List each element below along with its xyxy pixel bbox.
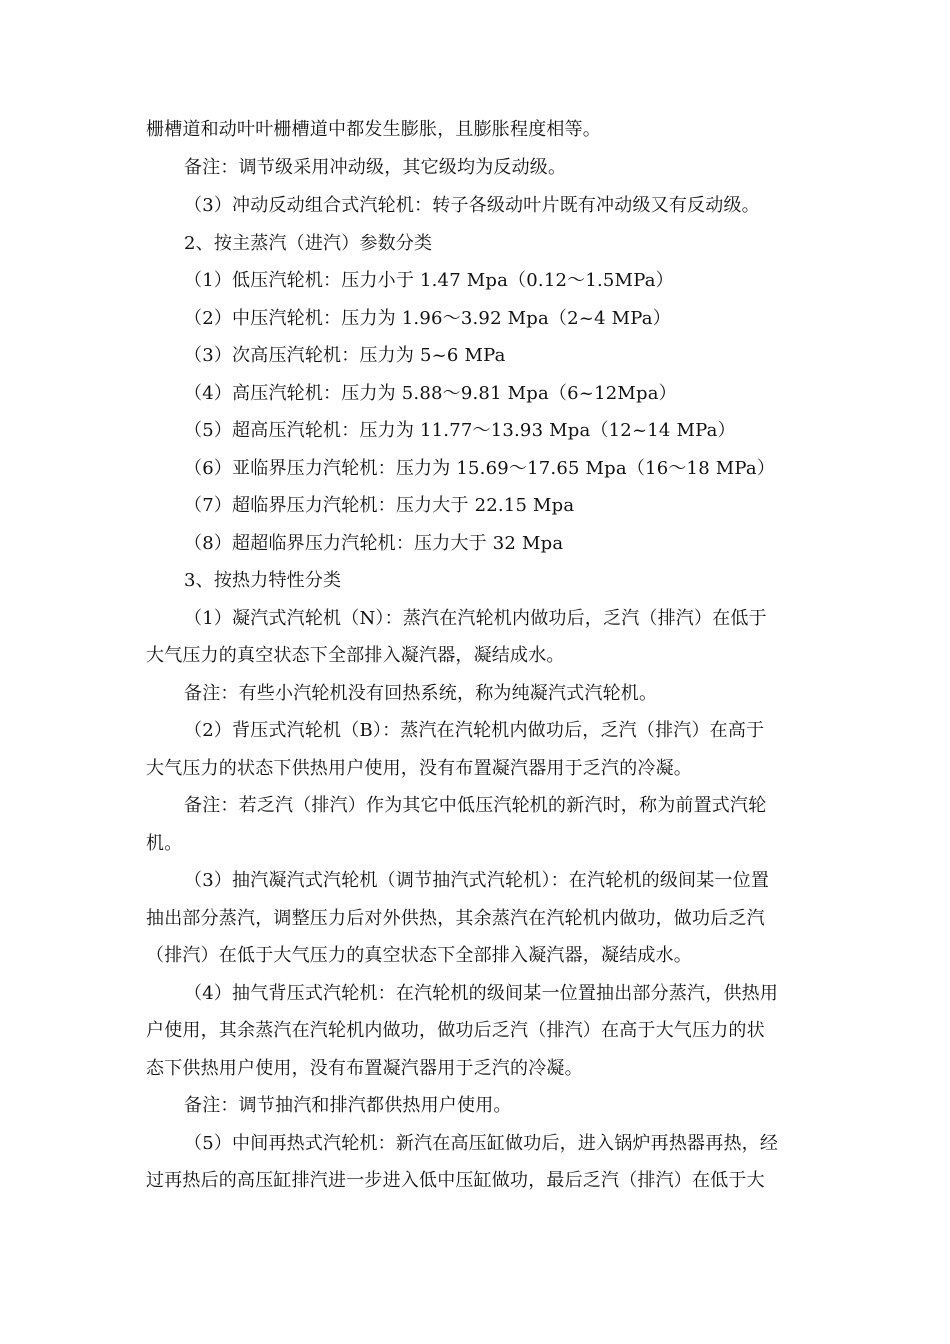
text-line: 备注：有些小汽轮机没有回热系统，称为纯凝汽式汽轮机。 [184,683,658,704]
section-heading: 3、按热力特性分类 [184,570,342,591]
text-line: 过再热后的高压缸排汽进一步进入低中压缸做功，最后乏汽（排汽）在低于大 [146,1170,765,1191]
text-line: （5）超高压汽轮机：压力为 11.77～13.93 Mpa（12~14 MPa） [184,420,736,441]
text-line: （5）中间再热式汽轮机：新汽在高压缸做功后，进入锅炉再热器再热，经 [184,1133,779,1154]
section-heading: 2、按主蒸汽（进汽）参数分类 [184,233,433,254]
text-line: 备注：若乏汽（排汽）作为其它中低压汽轮机的新汽时，称为前置式汽轮 [184,795,767,816]
text-line: （4）高压汽轮机：压力为 5.88～9.81 Mpa（6~12Mpa） [184,383,677,404]
text-line: （6）亚临界压力汽轮机：压力为 15.69～17.65 Mpa（16～18 MPa） [184,458,776,479]
text-line: （8）超超临界压力汽轮机：压力大于 32 Mpa [184,533,564,554]
text-line: 户使用，其余蒸汽在汽轮机内做功，做功后乏汽（排汽）在高于大气压力的状 [146,1020,765,1041]
text-line: 大气压力的真空状态下全部排入凝汽器，凝结成水。 [146,645,565,666]
text-line: （3）冲动反动组合式汽轮机：转子各级动叶片既有冲动级又有反动级。 [184,195,760,216]
text-line: 备注：调节级采用冲动级，其它级均为反动级。 [184,157,567,178]
text-line: （3）次高压汽轮机：压力为 5~6 MPa [184,345,506,366]
text-line: （1）凝汽式汽轮机（N）：蒸汽在汽轮机内做功后，乏汽（排汽）在低于 [184,608,767,629]
text-line: 态下供热用户使用，没有布置凝汽器用于乏汽的冷凝。 [146,1058,583,1079]
text-line: （1）低压汽轮机：压力小于 1.47 Mpa（0.12～1.5MPa） [184,270,674,291]
text-line: （4）抽气背压式汽轮机：在汽轮机的级间某一位置抽出部分蒸汽，供热用 [184,983,779,1004]
text-line: （2）背压式汽轮机（B）：蒸汽在汽轮机内做功后，乏汽（排汽）在高于 [184,720,765,741]
text-line: （3）抽汽凝汽式汽轮机（调节抽汽式汽轮机）：在汽轮机的级间某一位置 [184,870,770,891]
text-line: 栅槽道和动叶叶栅槽道中都发生膨胀，且膨胀程度相等。 [146,119,601,140]
text-line: 大气压力的状态下供热用户使用，没有布置凝汽器用于乏汽的冷凝。 [146,758,692,779]
text-line: （7）超临界压力汽轮机：压力大于 22.15 Mpa [184,495,575,516]
text-line: 抽出部分蒸汽，调整压力后对外供热，其余蒸汽在汽轮机内做功，做功后乏汽 [146,908,765,929]
text-line: 备注：调节抽汽和排汽都供热用户使用。 [184,1095,512,1116]
text-line: （排汽）在低于大气压力的真空状态下全部排入凝汽器，凝结成水。 [146,945,692,966]
text-line: 机。 [146,833,183,854]
text-line: （2）中压汽轮机：压力为 1.96～3.92 Mpa（2~4 MPa） [184,308,671,329]
